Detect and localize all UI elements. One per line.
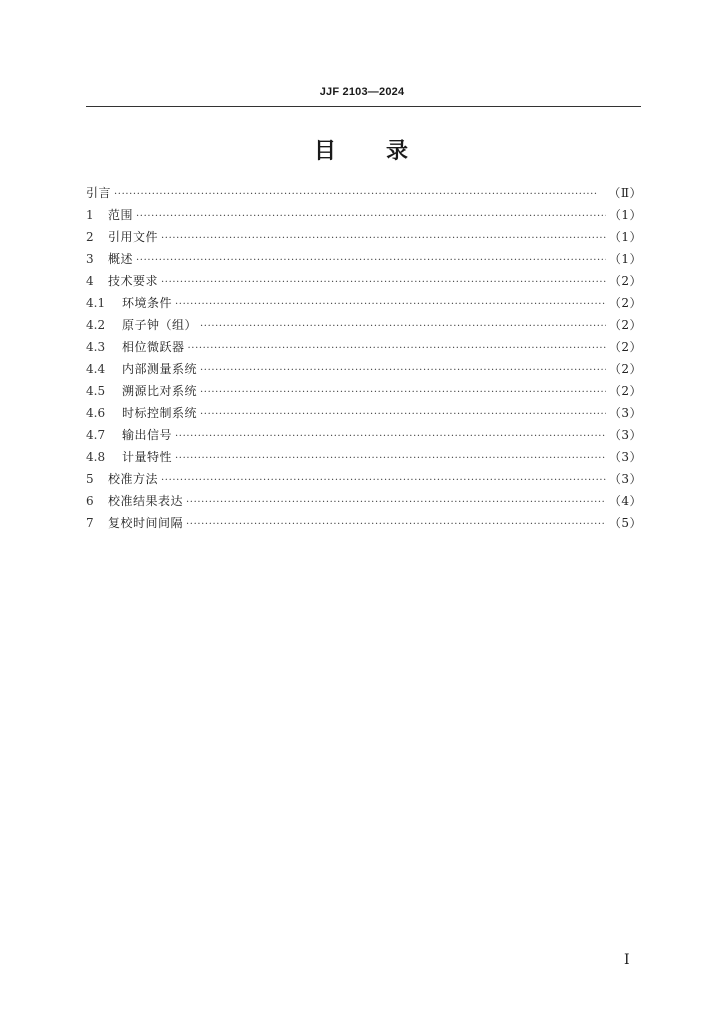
toc-entry-number: 1 bbox=[86, 208, 94, 222]
toc-leader-dots bbox=[175, 294, 606, 316]
toc-entry-number: 7 bbox=[86, 516, 94, 530]
toc-entry-text: 计量特性 bbox=[122, 450, 173, 464]
toc-entry-number: 2 bbox=[86, 230, 94, 244]
toc-entry-4-8[interactable] bbox=[86, 446, 642, 468]
toc-entry-6[interactable] bbox=[86, 490, 642, 512]
toc-entry-number: 4.8 bbox=[86, 450, 106, 464]
toc-entry-number: 4.2 bbox=[86, 318, 106, 332]
toc-entry-number: 4.5 bbox=[86, 384, 106, 398]
toc-entry-text: 环境条件 bbox=[122, 296, 173, 310]
table-of-contents bbox=[86, 182, 642, 534]
toc-leader-dots bbox=[200, 360, 606, 382]
toc-leader-dots bbox=[161, 228, 606, 250]
toc-entry-text: 概述 bbox=[108, 252, 134, 266]
toc-entry-page: （2） bbox=[608, 362, 642, 376]
toc-entry-page: （3） bbox=[608, 472, 642, 486]
toc-entry-7[interactable] bbox=[86, 512, 642, 534]
toc-entry-text: 原子钟（组） bbox=[122, 318, 198, 332]
page-title bbox=[0, 134, 724, 165]
toc-entry-number: 4.3 bbox=[86, 340, 106, 354]
toc-entry-4-3[interactable] bbox=[86, 336, 642, 358]
toc-entry-4-6[interactable] bbox=[86, 402, 642, 424]
toc-leader-dots bbox=[175, 426, 606, 448]
toc-entry-page: （3） bbox=[608, 406, 642, 420]
toc-entry-text: 技术要求 bbox=[108, 274, 159, 288]
toc-entry-page: （1） bbox=[608, 230, 642, 244]
toc-entry-text: 溯源比对系统 bbox=[122, 384, 198, 398]
toc-entry-number: 4 bbox=[86, 274, 94, 288]
page-number: Ⅰ bbox=[624, 952, 630, 968]
toc-entry-text: 范围 bbox=[108, 208, 134, 222]
toc-entry-text: 内部测量系统 bbox=[122, 362, 198, 376]
toc-leader-dots bbox=[136, 206, 606, 228]
toc-entry-number: 4.1 bbox=[86, 296, 106, 310]
toc-leader-dots bbox=[200, 382, 606, 404]
toc-entry-4-1[interactable] bbox=[86, 292, 642, 314]
toc-leader-dots bbox=[175, 448, 606, 470]
toc-leader-dots bbox=[188, 338, 606, 360]
toc-entry-1[interactable] bbox=[86, 204, 642, 226]
toc-entry-page: （1） bbox=[608, 208, 642, 222]
toc-entry-4-5[interactable] bbox=[86, 380, 642, 402]
toc-entry-page: （3） bbox=[608, 450, 642, 464]
toc-entry-text: 时标控制系统 bbox=[122, 406, 198, 420]
toc-leader-dots bbox=[161, 470, 606, 492]
toc-leader-dots bbox=[136, 250, 606, 272]
toc-entry-text: 复校时间间隔 bbox=[108, 516, 184, 530]
toc-entry-number: 4.6 bbox=[86, 406, 106, 420]
toc-entry-number: 3 bbox=[86, 252, 94, 266]
toc-leader-dots bbox=[186, 492, 606, 514]
toc-entry-page: （2） bbox=[608, 274, 642, 288]
toc-entry-page: （4） bbox=[608, 494, 642, 508]
toc-entry-page: （5） bbox=[608, 516, 642, 530]
toc-entry-4-2[interactable] bbox=[86, 314, 642, 336]
toc-entry-page: （Ⅱ） bbox=[608, 186, 642, 200]
toc-entry-number: 4.7 bbox=[86, 428, 106, 442]
toc-entry-page: （3） bbox=[608, 428, 642, 442]
title-char-2: 录 bbox=[386, 139, 411, 164]
toc-entry-4-4[interactable] bbox=[86, 358, 642, 380]
document-code-header: JJF 2103—2024 bbox=[319, 86, 405, 98]
toc-entry-text: 引用文件 bbox=[108, 230, 159, 244]
toc-entry-number: 5 bbox=[86, 472, 94, 486]
toc-entry-text: 校准结果表达 bbox=[108, 494, 184, 508]
toc-entry-page: （2） bbox=[608, 340, 642, 354]
toc-entry-3[interactable] bbox=[86, 248, 642, 270]
toc-entry-text: 相位微跃器 bbox=[122, 340, 185, 354]
toc-leader-dots bbox=[200, 316, 606, 338]
toc-entry-5[interactable] bbox=[86, 468, 642, 490]
toc-leader-dots bbox=[161, 272, 606, 294]
toc-entry-page: （1） bbox=[608, 252, 642, 266]
toc-entry-text: 校准方法 bbox=[108, 472, 159, 486]
toc-entry-text: 输出信号 bbox=[122, 428, 173, 442]
toc-entry-text: 引言 bbox=[86, 186, 112, 200]
title-char-1: 目 bbox=[313, 139, 338, 164]
toc-entry-number: 4.4 bbox=[86, 362, 106, 376]
toc-entry-4[interactable] bbox=[86, 270, 642, 292]
toc-leader-dots bbox=[114, 184, 605, 206]
toc-leader-dots bbox=[200, 404, 606, 426]
toc-entry-2[interactable] bbox=[86, 226, 642, 248]
toc-entry-page: （2） bbox=[608, 318, 642, 332]
toc-entry-4-7[interactable] bbox=[86, 424, 642, 446]
toc-entry-intro[interactable] bbox=[86, 182, 642, 204]
toc-entry-number: 6 bbox=[86, 494, 94, 508]
toc-leader-dots bbox=[186, 514, 606, 536]
header-rule bbox=[86, 106, 641, 107]
toc-entry-page: （2） bbox=[608, 296, 642, 310]
toc-entry-page: （2） bbox=[608, 384, 642, 398]
